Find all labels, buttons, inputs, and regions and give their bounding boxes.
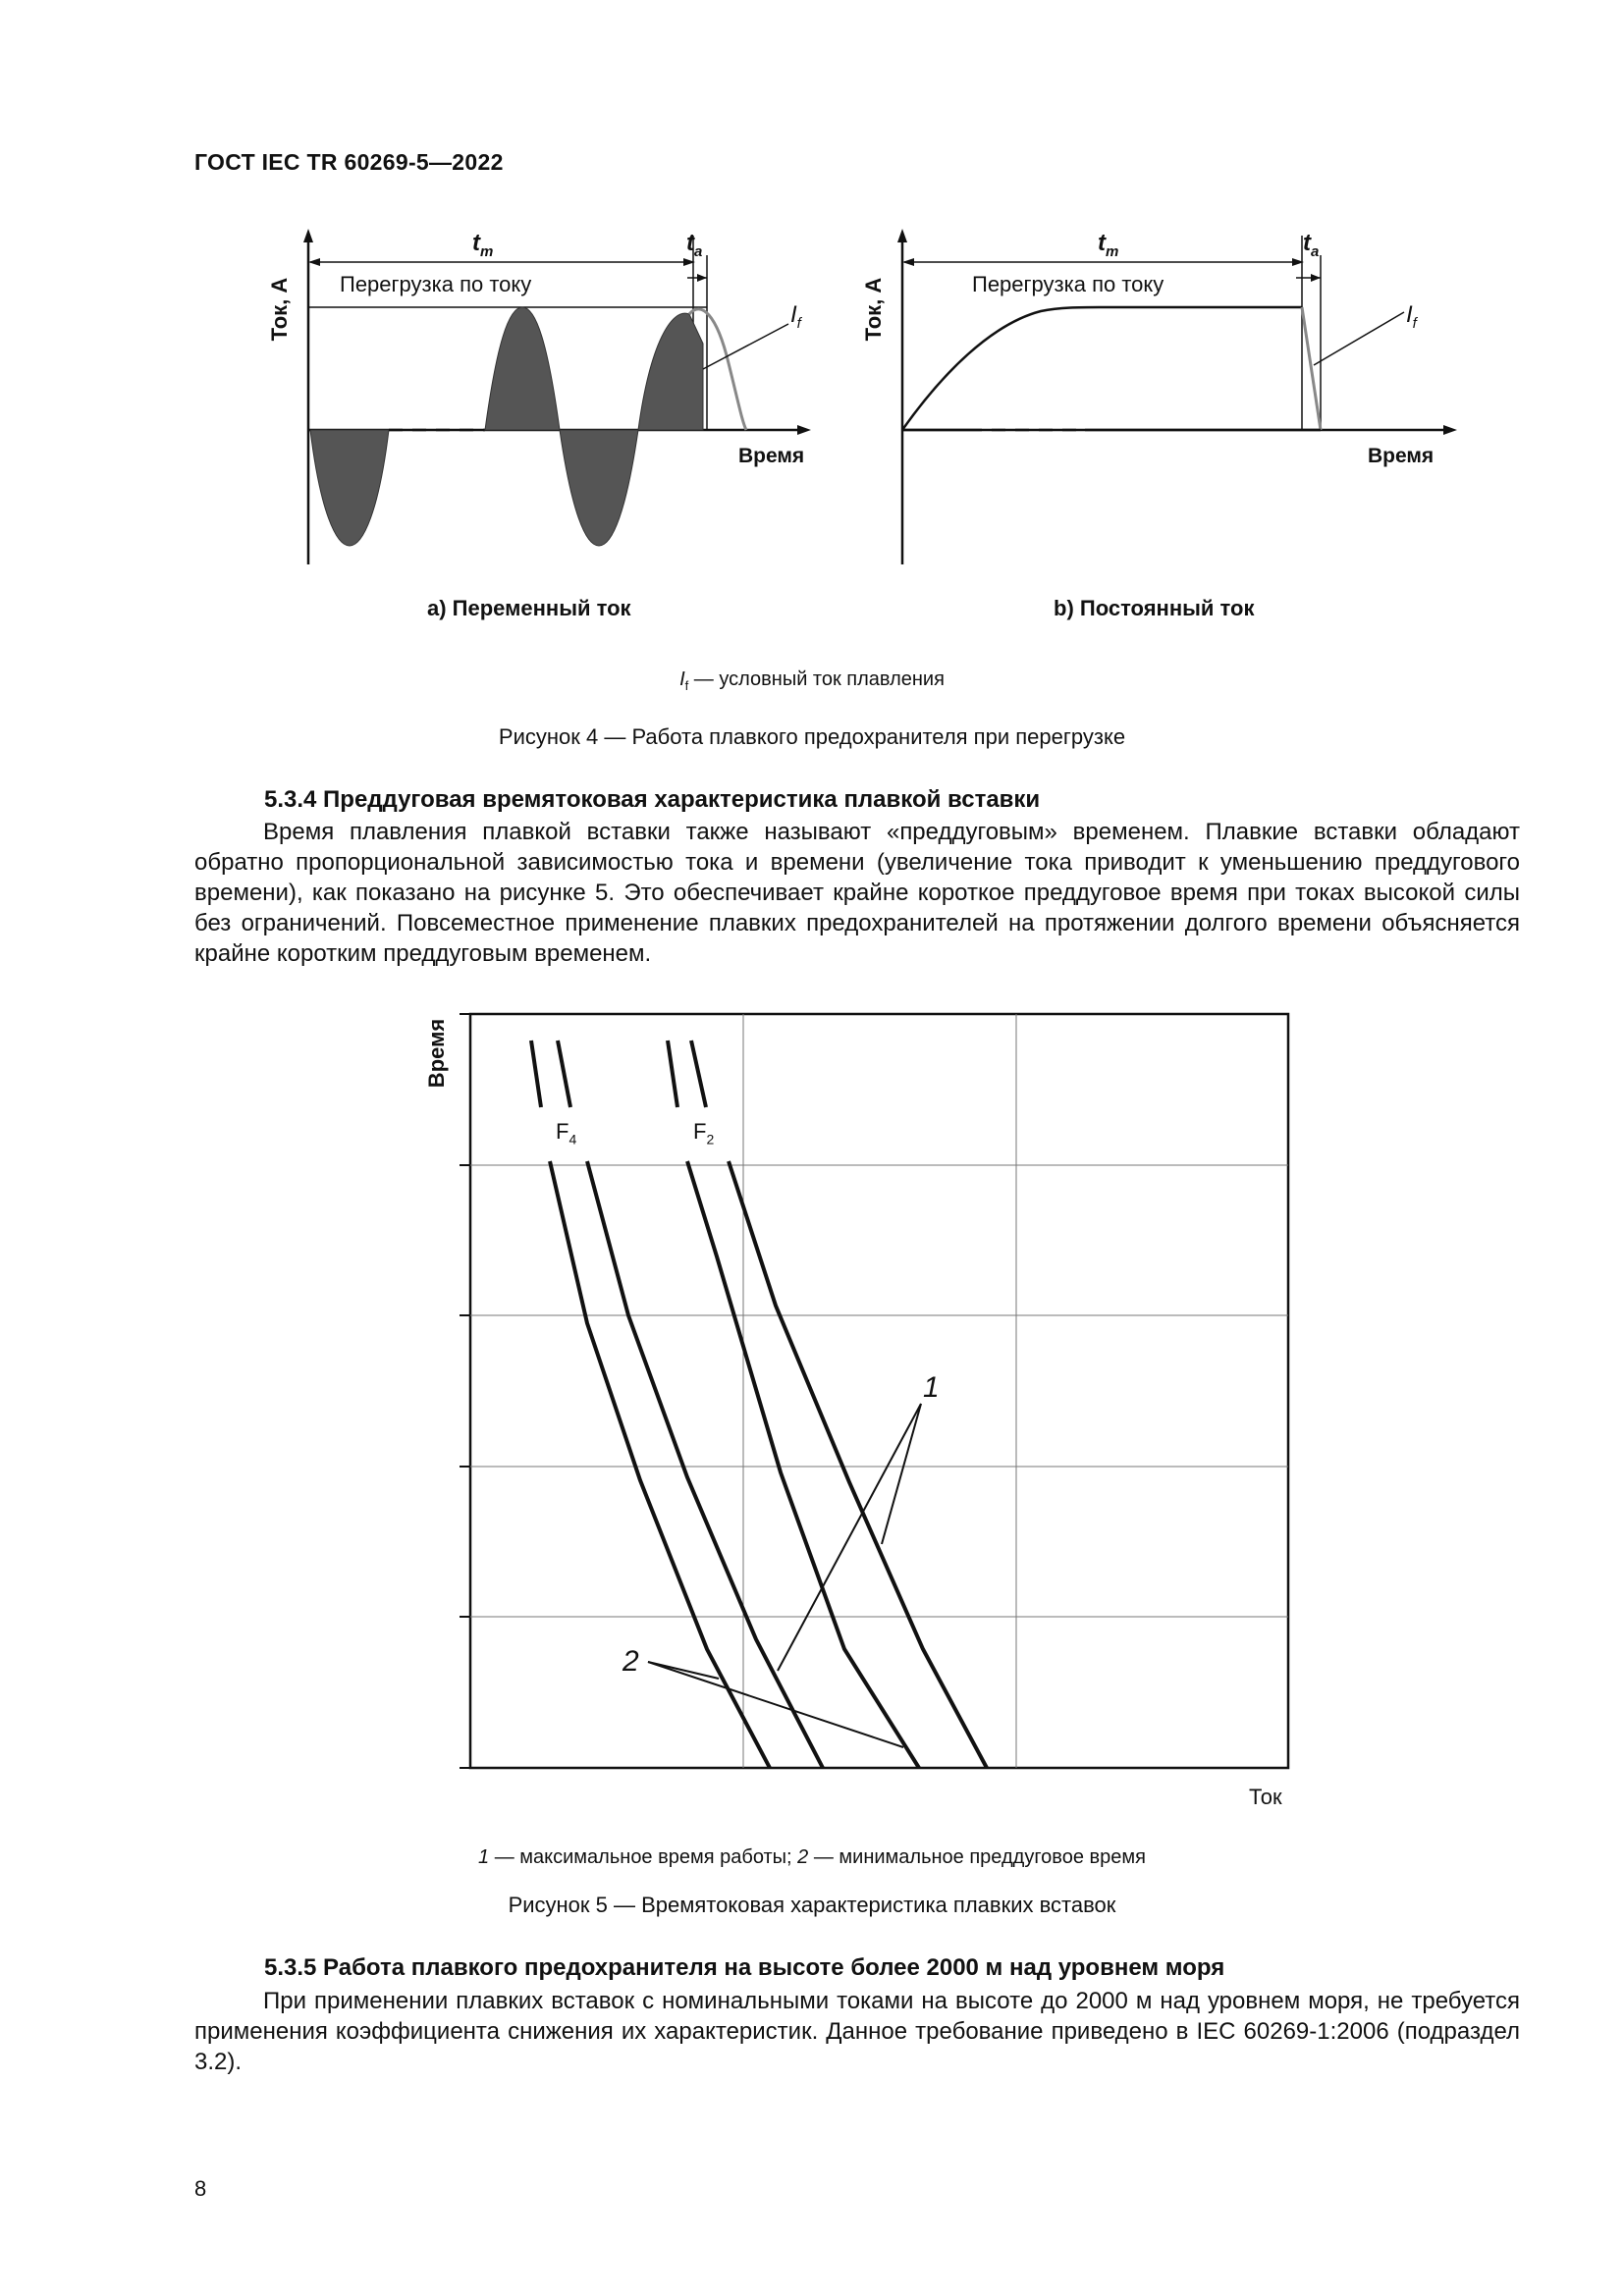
figure4-title: Рисунок 4 — Работа плавкого предохранителя при перегрузке: [498, 724, 1126, 749]
panel-a-x-axis-label: Время: [738, 445, 805, 467]
curve-f2-max: [729, 1161, 987, 1768]
fig5-y-axis-label-box: [417, 1016, 457, 1114]
panel-a-if-label: $I_f$: [790, 301, 801, 332]
panel-b-y-axis-label: Ток, А: [861, 277, 886, 342]
curve-f4-min: [550, 1161, 770, 1768]
fig5-f2-label: $F_2$: [693, 1119, 715, 1148]
panel-b-y-axis-label-box: [854, 250, 893, 368]
figure5-chart: [460, 1014, 1288, 1768]
panel-a-caption: a) Переменный ток: [427, 596, 631, 620]
fig5-callout-2: 2: [623, 1645, 639, 1678]
figure5-title: Рисунок 5 — Времятоковая характеристика плавких вставок: [508, 1893, 1116, 1917]
figure4-legend: $I_f$ — условный ток плавления: [679, 668, 945, 693]
panel-b-x-axis-label: Время: [1368, 445, 1435, 467]
panel-a-y-axis-label: Ток, А: [267, 277, 292, 342]
section-535-text: При применении плавких вставок с номинальными токами на высоте до 2000 м над уровнем моря, не требуется применения коэффициента снижения их характеристик. Данное требование приведено в IEC 60269-1:2006 (подраздел 3.2).: [194, 1988, 1520, 2075]
section-534-text: Время плавления плавкой вставки также называют «преддуговым» временем. Плавкие вставки обладают обратно пропорциональной зависимостью тока и времени (увеличение тока приводит к уменьшению преддугового времени), как показано на рисунке 5. Это обеспечивает крайне короткое преддуговое время при токах высокой силы без ограничений. Повсеместное применение плавких предохранителей на протяжении долгого времени объясняется крайне коротким преддуговым временем.: [194, 819, 1520, 967]
panel-b-tm-label: $t_m$: [1098, 230, 1119, 260]
panel-a-y-axis-label-box: [260, 250, 299, 368]
section-534-heading: 5.3.4 Преддуговая времятоковая характеристика плавкой вставки: [264, 786, 1041, 813]
panel-b-ta-label: $t_a$: [1303, 230, 1320, 260]
panel-b-caption: b) Постоянный ток: [1054, 596, 1255, 620]
document-header: ГОСТ IEC TR 60269-5—2022: [194, 149, 504, 175]
panel-b-overload-label: Перегрузка по току: [972, 272, 1164, 296]
panel-a-ta-label: $t_a$: [686, 230, 703, 260]
fig5-callout-1: 1: [923, 1371, 940, 1404]
panel-b-if-label: $I_f$: [1406, 301, 1417, 332]
fig5-y-axis-label: Время: [424, 1018, 449, 1089]
fig5-f4-label: $F_4$: [556, 1119, 577, 1148]
figure5-legend: 1 — максимальное время работы; 2 — минимальное преддуговое время: [478, 1846, 1146, 1868]
fig5-x-axis-label: Ток: [1249, 1785, 1282, 1809]
plot-frame: [470, 1014, 1288, 1768]
panel-a-overload-label: Перегрузка по току: [340, 272, 532, 296]
section-535-heading: 5.3.5 Работа плавкого предохранителя на высоте более 2000 м над уровнем моря: [264, 1954, 1225, 1981]
panel-a-tm-label: $t_m$: [472, 230, 494, 260]
page-number: 8: [194, 2176, 207, 2201]
